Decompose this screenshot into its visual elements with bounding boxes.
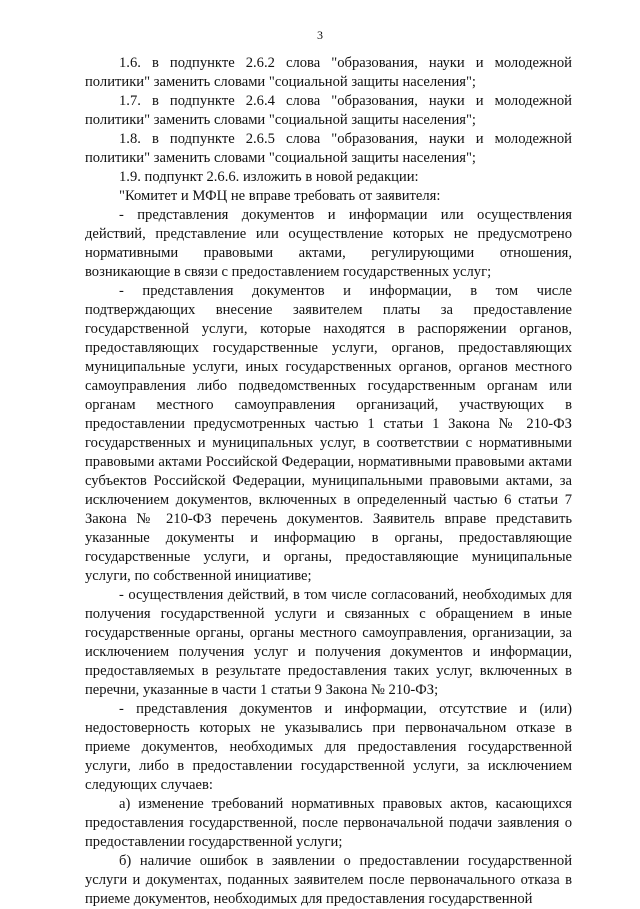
paragraph-item-4: - представления документов и информации, отсутствие и (или) недостоверность которых не указывались при первоначальном отказе в приеме документов, необходимых для предоставления государственной услуги, либо в предоставлении государственной услуги, за исключением следующих случаев: — [85, 701, 572, 793]
paragraph-1-8: 1.8. в подпункте 2.6.5 слова "образования, науки и молодежной политики" заменить словами "социальной защиты населения"; — [85, 131, 572, 166]
document-body — [85, 54, 572, 909]
paragraph-1-7: 1.7. в подпункте 2.6.4 слова "образования, науки и молодежной политики" заменить словами "социальной защиты населения"; — [85, 93, 572, 128]
page-number: 3 — [317, 28, 323, 42]
paragraph-case-b: б) наличие ошибок в заявлении о предоставлении государственной услуги и документах, поданных заявителем после первоначального отказа в приеме документов, необходимых для предоставления государственной — [85, 853, 572, 907]
paragraph-item-3: - осуществления действий, в том числе согласований, необходимых для получения государственной услуги и связанных с обращением в иные государственные органы, органы местного самоуправления, организации, за исключением получения услуг и получения документов и информации, предоставляемых в результате предоставления таких услуг, включенных в перечни, указанные в части 1 статьи 9 Закона № 210-ФЗ; — [85, 587, 572, 698]
paragraph-case-a: а) изменение требований нормативных правовых актов, касающихся предоставления государственной, после первоначальной подачи заявления о предоставлении государственной услуги; — [85, 796, 572, 850]
paragraph-1-9: 1.9. подпункт 2.6.6. изложить в новой редакции: — [119, 169, 419, 185]
paragraph-1-6: 1.6. в подпункте 2.6.2 слова "образования, науки и молодежной политики" заменить словами "социальной защиты населения"; — [85, 55, 572, 90]
paragraph-item-1: - представления документов и информации или осуществления действий, представление или осуществление которых не предусмотрено нормативными правовыми актами, регулирующими отношения, возникающие в связи с предоставлением государственных услуг; — [85, 207, 572, 280]
paragraph-intro: "Комитет и МФЦ не вправе требовать от заявителя: — [119, 188, 441, 204]
paragraph-item-2: - представления документов и информации, в том числе подтверждающих внесение заявителем платы за предоставление государственной услуги, которые находятся в распоряжении органов, предоставляющих государственные услуги, органов, предоставляющих муниципальные услуги, иных государственных органов, органов местного самоуправления либо подведомственных государственным органам или органам местного самоуправления организаций, участвующих в предоставлении предусмотренных частью 1 статьи 1 Закона № 210-ФЗ государственных и муниципальных услуг, в соответствии с нормативными правовыми актами Российской Федерации, нормативными правовыми актами субъектов Российской Федерации, муниципальными правовыми актами, за исключением документов, включенных в определенный частью 6 статьи 7 Закона № 210-ФЗ перечень документов. Заявитель вправе представить указанные документы и информацию в органы, предоставляющие государственные услуги, и органы, предоставляющие муниципальные услуги, по собственной инициативе; — [85, 283, 572, 584]
